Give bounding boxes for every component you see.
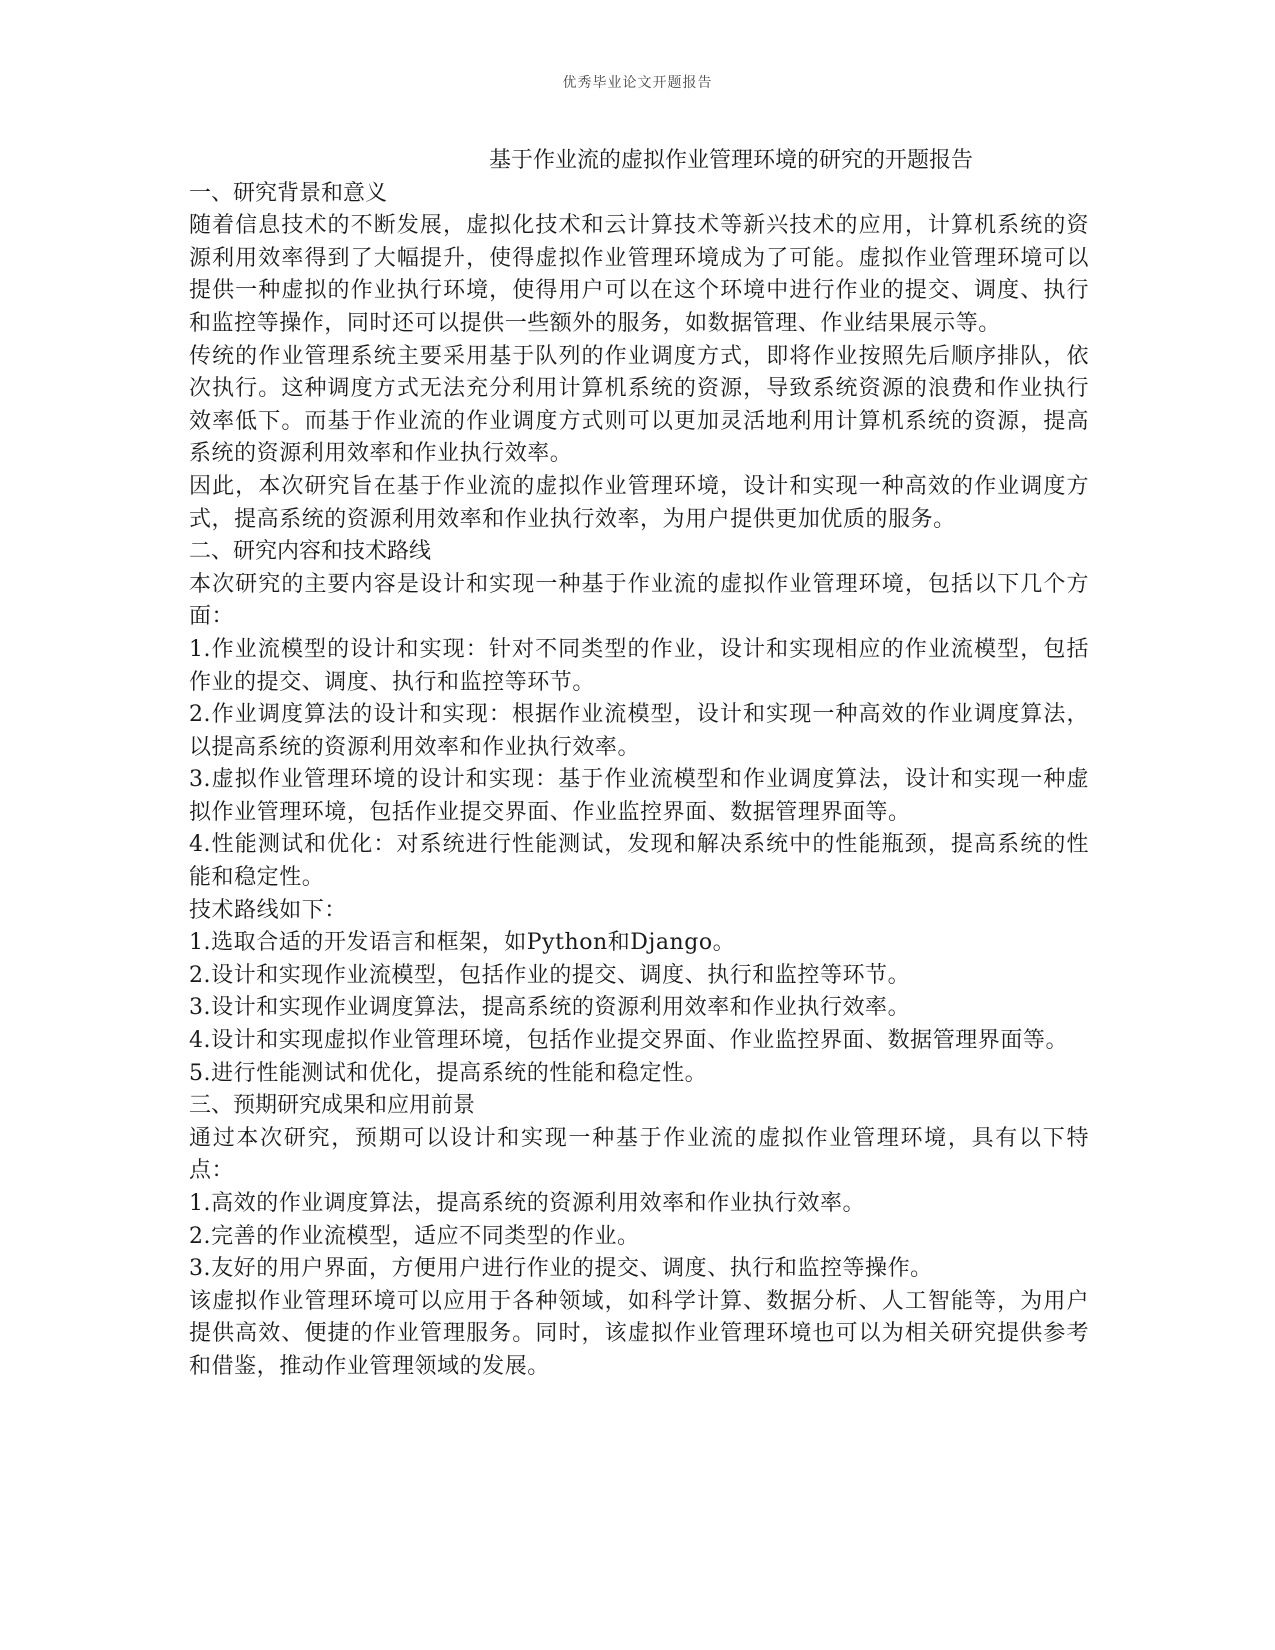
- list-item: 3.虚拟作业管理环境的设计和实现：基于作业流模型和作业调度算法，设计和实现一种虚拟作业管理环境，包括作业提交界面、作业监控界面、数据管理界面等。: [189, 767, 1089, 825]
- route-item: 3.设计和实现作业调度算法，提高系统的资源利用效率和作业执行效率。: [189, 995, 911, 1021]
- body-paragraph: 随着信息技术的不断发展，虚拟化技术和云计算技术等新兴技术的应用，计算机系统的资源利用效率得到了大幅提升，使得虚拟作业管理环境成为了可能。虚拟作业管理环境可以提供一种虚拟的作业执行环境，使得用户可以在这个环境中进行作业的提交、调度、执行和监控等操作，同时还可以提供一些额外的服务，如数据管理、作业结果展示等。: [189, 213, 1089, 336]
- section-background: [189, 178, 1089, 537]
- route-label: 技术路线如下：: [189, 897, 347, 923]
- list-item: 1.作业流模型的设计和实现：针对不同类型的作业，设计和实现相应的作业流模型，包括作业的提交、调度、执行和监控等环节。: [189, 636, 1089, 695]
- route-item: 5.进行性能测试和优化，提高系统的性能和稳定性。: [189, 1060, 708, 1086]
- list-item: 3.友好的用户界面，方便用户进行作业的提交、调度、执行和监控等操作。: [189, 1256, 933, 1282]
- route-item: 2.设计和实现作业流模型，包括作业的提交、调度、执行和监控等环节。: [189, 962, 911, 988]
- section-heading: 三、预期研究成果和应用前景: [189, 1093, 476, 1119]
- body-paragraph: 该虚拟作业管理环境可以应用于各种领域，如科学计算、数据分析、人工智能等，为用户提供高效、便捷的作业管理服务。同时，该虚拟作业管理环境也可以为相关研究提供参考和借鉴，推动作业管理领域的发展。: [189, 1288, 1089, 1379]
- section-heading: 二、研究内容和技术路线: [189, 539, 432, 565]
- list-item: 4.性能测试和优化：对系统进行性能测试，发现和解决系统中的性能瓶颈，提高系统的性能和稳定性。: [189, 832, 1089, 891]
- route-item: 1.选取合适的开发语言和框架，如Python和Django。: [189, 930, 736, 956]
- list-item: 2.作业调度算法的设计和实现：根据作业流模型，设计和实现一种高效的作业调度算法，以提高系统的资源利用效率和作业执行效率。: [189, 702, 1089, 760]
- list-item: 1.高效的作业调度算法，提高系统的资源利用效率和作业执行效率。: [189, 1191, 866, 1216]
- route-item: 4.设计和实现虚拟作业管理环境，包括作业提交界面、作业监控界面、数据管理界面等。: [189, 1028, 1068, 1054]
- list-item: 2.完善的作业流模型，适应不同类型的作业。: [189, 1223, 640, 1249]
- body-paragraph: 传统的作业管理系统主要采用基于队列的作业调度方式，即将作业按照先后顺序排队，依次执行。这种调度方式无法充分利用计算机系统的资源，导致系统资源的浪费和作业执行效率低下。而基于作业流的作业调度方式则可以更加灵活地利用计算机系统的资源，提高系统的资源利用效率和作业执行效率。: [189, 343, 1089, 467]
- body-paragraph: 因此，本次研究旨在基于作业流的虚拟作业管理环境，设计和实现一种高效的作业调度方式，提高系统的资源利用效率和作业执行效率，为用户提供更加优质的服务。: [189, 473, 1089, 532]
- section-expected-results: [189, 1090, 1089, 1383]
- section-research-content: [189, 536, 1089, 1090]
- document-title: 基于作业流的虚拟作业管理环境的研究的开题报告: [489, 148, 974, 173]
- running-header: 优秀毕业论文开题报告: [562, 75, 713, 91]
- body-paragraph: 通过本次研究，预期可以设计和实现一种基于作业流的虚拟作业管理环境，具有以下特点：: [189, 1125, 1089, 1184]
- body-paragraph: 本次研究的主要内容是设计和实现一种基于作业流的虚拟作业管理环境，包括以下几个方面：: [189, 571, 1089, 630]
- document-body: [189, 145, 1089, 1384]
- section-heading: 一、研究背景和意义: [189, 180, 388, 206]
